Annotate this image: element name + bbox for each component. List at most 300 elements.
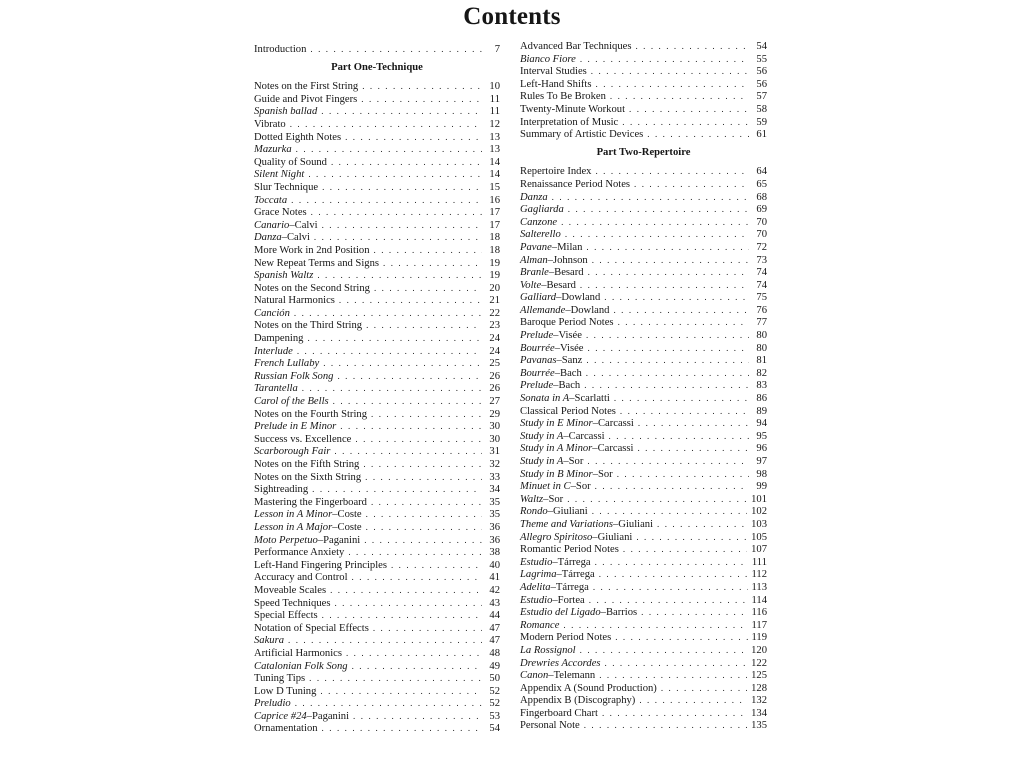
toc-entry xyxy=(254,269,500,282)
entry-title xyxy=(520,595,589,608)
toc-entry xyxy=(254,131,500,144)
entry-title-part: Grace Notes xyxy=(254,207,307,219)
entry-title xyxy=(520,406,620,419)
dot-leader xyxy=(647,128,749,141)
page-number: 33 xyxy=(489,471,500,483)
entry-title-part: Notes on the Second String xyxy=(254,282,370,294)
toc-entry xyxy=(520,455,767,468)
page-number: 99 xyxy=(756,481,767,493)
entry-title xyxy=(520,456,587,469)
entry-title-italic-part: Lesson in A Minor xyxy=(254,509,333,521)
entry-title-italic-part: Branle xyxy=(520,267,549,279)
entry-title xyxy=(254,497,371,510)
entry-title-part: Notes on the Fourth String xyxy=(254,408,367,420)
entry-title-part: Artificial Harmonics xyxy=(254,647,342,659)
entry-title-part: Natural Harmonics xyxy=(254,295,335,307)
entry-title-part: More Work in 2nd Position xyxy=(254,244,370,256)
page-number: 41 xyxy=(489,572,500,584)
dot-leader xyxy=(339,294,482,307)
dot-leader xyxy=(638,417,749,430)
dot-leader xyxy=(297,345,482,358)
entry-title-italic-part: Allegro Spiritoso xyxy=(520,531,593,543)
entry-title-part: –Paganini xyxy=(317,534,361,546)
dot-leader xyxy=(610,90,749,103)
toc-entry xyxy=(254,143,500,156)
entry-title-part: –Giuliani xyxy=(592,531,633,543)
entry-title-part: Slur Technique xyxy=(254,181,319,193)
page-number: 53 xyxy=(489,710,500,722)
page-number: 10 xyxy=(489,81,500,93)
entry-title xyxy=(254,195,291,208)
dot-leader xyxy=(629,103,749,116)
dot-leader xyxy=(365,471,482,484)
page-number: 70 xyxy=(756,229,767,241)
entry-title-italic-part: Rondo xyxy=(520,506,548,518)
entry-title xyxy=(520,658,605,671)
dot-leader xyxy=(321,105,482,118)
dot-leader xyxy=(641,606,747,619)
entry-title-part: Fingerboard Chart xyxy=(520,707,598,719)
page-number: 18 xyxy=(489,232,500,244)
entry-title-italic-part: Bourrée xyxy=(520,367,555,379)
toc-entry xyxy=(254,622,500,635)
entry-title-part: –Milan xyxy=(551,241,583,253)
page-number: 75 xyxy=(756,292,767,304)
dot-leader xyxy=(615,631,747,644)
entry-title-part: Introduction xyxy=(254,44,307,55)
dot-leader xyxy=(345,131,482,144)
entry-title-italic-part: French Lullaby xyxy=(254,358,320,370)
entry-title-part: Repertoire Index xyxy=(520,166,592,178)
page-number: 43 xyxy=(489,597,500,609)
dot-leader xyxy=(322,219,482,232)
entry-title xyxy=(520,393,614,406)
toc-entry xyxy=(520,379,767,392)
entry-title-italic-part: Carol of the Bells xyxy=(254,396,329,408)
entry-title xyxy=(254,144,296,157)
entry-title-part: –Barrios xyxy=(600,607,638,619)
dot-leader xyxy=(309,672,482,685)
entry-title-italic-part: Estudio del Ligado xyxy=(520,607,601,619)
dot-leader xyxy=(617,468,749,481)
dot-leader xyxy=(586,354,749,367)
entry-title-part: Left-Hand Shifts xyxy=(520,78,592,90)
page-number: 59 xyxy=(756,116,767,128)
entry-title-part: –Tárrega xyxy=(552,556,591,568)
entry-title xyxy=(254,44,310,57)
dot-leader xyxy=(552,191,749,204)
entry-title-italic-part: Prelude xyxy=(520,330,554,342)
entry-title xyxy=(254,446,334,459)
dot-leader xyxy=(563,619,747,632)
dot-leader xyxy=(355,433,482,446)
dot-leader xyxy=(334,445,482,458)
toc-entry xyxy=(520,291,767,304)
entry-title-italic-part: La Rossignol xyxy=(520,644,576,656)
entry-title-italic-part: Toccata xyxy=(254,194,288,206)
entry-title xyxy=(520,54,580,67)
entry-title-part: –Calvi xyxy=(281,232,310,244)
entry-title xyxy=(254,358,323,371)
page-number: 113 xyxy=(751,581,767,593)
dot-leader xyxy=(322,722,482,735)
page-number: 55 xyxy=(756,53,767,65)
page-number: 19 xyxy=(489,270,500,282)
entry-title-part: –Coste xyxy=(332,509,362,521)
entry-title xyxy=(254,245,374,258)
toc-entry xyxy=(520,480,767,493)
page-number: 42 xyxy=(489,584,500,596)
page-number: 103 xyxy=(751,518,767,530)
entry-title-part: –Paganini xyxy=(306,710,350,722)
page-number: 31 xyxy=(489,446,500,458)
dot-leader xyxy=(330,584,482,597)
entry-title-part: –Sor xyxy=(592,468,613,480)
entry-title xyxy=(254,169,308,182)
page-number: 21 xyxy=(489,295,500,307)
dot-leader xyxy=(322,609,482,622)
toc-entry xyxy=(254,370,500,383)
entry-title-part: Left-Hand Fingering Principles xyxy=(254,559,387,571)
toc-entry xyxy=(520,531,767,544)
page-number: 125 xyxy=(751,670,767,682)
page-number: 86 xyxy=(756,393,767,405)
dot-leader xyxy=(294,307,482,320)
entry-title-part: –Bach xyxy=(554,367,582,379)
entry-title-italic-part: Study in A Minor xyxy=(520,443,593,455)
toc-entry xyxy=(254,219,500,232)
entry-title-part: –Sor xyxy=(563,456,584,467)
dot-leader xyxy=(340,420,482,433)
toc-entry xyxy=(520,203,767,216)
dot-leader xyxy=(348,546,482,559)
entry-title xyxy=(254,547,348,560)
entry-title-italic-part: Lagrima xyxy=(520,569,557,581)
page-number: 68 xyxy=(756,191,767,203)
entry-title xyxy=(520,229,565,242)
toc-entry xyxy=(520,505,767,518)
toc-entry xyxy=(254,408,500,421)
page-number: 82 xyxy=(756,367,767,379)
entry-title-part: Moveable Scales xyxy=(254,584,327,596)
toc-entry xyxy=(520,40,767,53)
page-number: 18 xyxy=(489,244,500,256)
entry-title-italic-part: Study in B Minor xyxy=(520,468,593,480)
toc-entry xyxy=(254,181,500,194)
entry-title xyxy=(520,720,584,733)
page-number: 112 xyxy=(751,569,767,581)
page-number: 132 xyxy=(751,695,767,707)
toc-column-left xyxy=(254,43,500,735)
page-number: 22 xyxy=(489,307,500,319)
page-number: 114 xyxy=(751,594,767,606)
entry-title-italic-part: Volte xyxy=(520,279,542,291)
toc-entry xyxy=(520,216,767,229)
entry-title-italic-part: Minuet in C xyxy=(520,481,571,493)
entry-title xyxy=(254,648,346,661)
entry-title-italic-part: Alman xyxy=(520,254,548,266)
page-number: 47 xyxy=(489,622,500,634)
entry-title xyxy=(254,220,322,233)
entry-title-italic-part: Bianco Fiore xyxy=(520,53,576,65)
toc-entry xyxy=(520,518,767,531)
toc-entry xyxy=(254,244,500,257)
page-number: 64 xyxy=(756,166,767,178)
entry-title-part: –Sanz xyxy=(556,355,583,367)
entry-title-italic-part: Estudio xyxy=(520,594,553,606)
entry-title-part: –Visée xyxy=(554,342,584,354)
entry-title-italic-part: Interlude xyxy=(254,345,293,357)
toc-entry xyxy=(520,178,767,191)
entry-title-part: Guide and Pivot Fingers xyxy=(254,93,358,105)
toc-entry xyxy=(520,581,767,594)
toc-entry xyxy=(254,571,500,584)
entry-title xyxy=(254,522,366,535)
entry-title xyxy=(520,670,599,683)
dot-leader xyxy=(604,291,749,304)
entry-title xyxy=(520,166,595,179)
dot-leader xyxy=(366,521,482,534)
entry-title xyxy=(520,569,599,582)
entry-title-part: Classical Period Notes xyxy=(520,405,616,417)
toc-entry xyxy=(520,266,767,279)
dot-leader xyxy=(322,181,482,194)
entry-title xyxy=(520,255,592,268)
dot-leader xyxy=(334,597,482,610)
page-number: 17 xyxy=(489,219,500,231)
entry-title-part: Summary of Artistic Devices xyxy=(520,129,644,141)
dot-leader xyxy=(622,116,749,129)
entry-title-part: –Bach xyxy=(553,380,581,392)
entry-title-part: Romantic Period Notes xyxy=(520,544,619,556)
page-number: 74 xyxy=(756,267,767,279)
page-number: 17 xyxy=(489,207,500,219)
dot-leader xyxy=(587,455,749,468)
dot-leader xyxy=(308,168,482,181)
dot-leader xyxy=(314,231,482,244)
dot-leader xyxy=(591,65,749,78)
dot-leader xyxy=(609,430,749,443)
entry-title-italic-part: Canario xyxy=(254,219,290,231)
toc-entry xyxy=(254,722,500,735)
dot-leader xyxy=(346,647,482,660)
section-heading: Part One-Technique xyxy=(331,61,423,73)
dot-leader xyxy=(331,156,482,169)
entry-title-italic-part: Gagliarda xyxy=(520,204,564,216)
page-number: 117 xyxy=(751,619,767,631)
toc-entry xyxy=(520,90,767,103)
page-number: 128 xyxy=(751,682,767,694)
entry-title-italic-part: Prelude xyxy=(520,380,554,392)
entry-title-part: –Tárrega xyxy=(550,581,589,593)
dot-leader xyxy=(352,660,482,673)
entry-title-part: –Scarlatti xyxy=(569,393,610,405)
dot-leader xyxy=(391,559,482,572)
toc-entry xyxy=(520,241,767,254)
dot-leader xyxy=(565,228,749,241)
entry-title xyxy=(520,104,629,117)
dot-leader xyxy=(595,165,749,178)
dot-leader xyxy=(567,493,747,506)
dot-leader xyxy=(605,657,748,670)
toc-entry xyxy=(520,304,767,317)
entry-title xyxy=(254,396,333,409)
toc-entry xyxy=(254,105,500,118)
entry-title-part: Notes on the Third String xyxy=(254,320,363,332)
toc-entry xyxy=(254,445,500,458)
page-number: 29 xyxy=(489,408,500,420)
page-number: 40 xyxy=(489,559,500,571)
toc-entry xyxy=(254,597,500,610)
dot-leader xyxy=(599,568,748,581)
toc-entry xyxy=(254,471,500,484)
entry-title xyxy=(520,557,595,570)
entry-title-part: –Calvi xyxy=(289,219,318,231)
entry-title xyxy=(520,280,580,293)
entry-title-italic-part: Study in E Minor xyxy=(520,418,593,430)
entry-title xyxy=(254,698,295,711)
page-number: 116 xyxy=(751,607,767,619)
toc-entry xyxy=(520,719,767,732)
entry-title xyxy=(254,383,302,396)
entry-title-part: Interval Studies xyxy=(520,66,587,78)
entry-title xyxy=(520,343,588,356)
toc-entry xyxy=(254,508,500,521)
toc-entry xyxy=(254,43,500,56)
dot-leader xyxy=(586,329,749,342)
entry-title-italic-part: Danza xyxy=(520,191,548,203)
page-number: 77 xyxy=(756,317,767,329)
toc-entry xyxy=(520,707,767,720)
page-number: 12 xyxy=(489,118,500,130)
entry-title-italic-part: Catalonian Folk Song xyxy=(254,660,348,672)
entry-title-part: Mastering the Fingerboard xyxy=(254,496,367,508)
toc-entry xyxy=(520,543,767,556)
entry-title-part: –Besard xyxy=(548,267,584,279)
entry-title-italic-part: Adelita xyxy=(520,581,551,593)
toc-entry xyxy=(254,118,500,131)
page-number: 49 xyxy=(489,660,500,672)
entry-title xyxy=(254,509,366,522)
page-number: 97 xyxy=(756,456,767,467)
entry-title-part: –Fortea xyxy=(552,594,585,606)
page-number: 13 xyxy=(489,131,500,143)
entry-title-italic-part: Spanish ballad xyxy=(254,106,318,118)
dot-leader xyxy=(371,496,482,509)
entry-title-part: –Visée xyxy=(553,330,582,342)
dot-leader xyxy=(320,685,482,698)
toc-entry xyxy=(520,367,767,380)
page-number: 76 xyxy=(756,304,767,316)
page-number: 102 xyxy=(751,506,767,518)
page-number: 24 xyxy=(489,345,500,357)
entry-title-part: New Repeat Terms and Signs xyxy=(254,257,379,269)
page-number: 7 xyxy=(494,44,500,55)
entry-title-italic-part: Galliard xyxy=(520,292,557,304)
toc-entry xyxy=(520,78,767,91)
entry-title-part: –Johnson xyxy=(547,254,588,266)
toc-entry xyxy=(254,395,500,408)
entry-title-italic-part: Mazurka xyxy=(254,144,292,156)
entry-title-italic-part: Estudio xyxy=(520,556,553,568)
toc-entry xyxy=(520,228,767,241)
toc-entry xyxy=(520,631,767,644)
dot-leader xyxy=(561,216,749,229)
page-number: 69 xyxy=(756,204,767,216)
entry-title-part: –Giuliani xyxy=(613,518,654,530)
toc-entry xyxy=(254,559,500,572)
toc-entry xyxy=(520,619,767,632)
page-number: 54 xyxy=(489,723,500,735)
toc-entry xyxy=(254,294,500,307)
page-number: 98 xyxy=(756,468,767,480)
dot-leader xyxy=(602,707,747,720)
entry-title xyxy=(520,431,609,444)
entry-title-part: Twenty-Minute Workout xyxy=(520,103,626,115)
toc-entry xyxy=(520,103,767,116)
toc-entry xyxy=(520,468,767,481)
dot-leader xyxy=(580,644,747,657)
dot-leader xyxy=(595,480,749,493)
dot-leader xyxy=(584,379,749,392)
toc-entry xyxy=(520,279,767,292)
dot-leader xyxy=(333,395,482,408)
entry-title-italic-part: Danza xyxy=(254,232,282,244)
toc-entry xyxy=(254,534,500,547)
toc-entry xyxy=(254,660,500,673)
dot-leader xyxy=(291,194,482,207)
entry-title xyxy=(520,368,586,381)
entry-title-part: –Telemann xyxy=(548,670,596,682)
entry-title-italic-part: Preludio xyxy=(254,698,291,710)
entry-title xyxy=(254,207,311,220)
entry-title-part: Dotted Eighth Notes xyxy=(254,131,342,143)
entry-title-italic-part: Sonata in A xyxy=(520,393,570,405)
toc-entry xyxy=(254,307,500,320)
entry-title-part: Ornamentation xyxy=(254,723,318,735)
entry-title xyxy=(520,582,593,595)
page-number: 119 xyxy=(751,632,767,644)
entry-title-part: Speed Techniques xyxy=(254,597,331,609)
section-heading: Part Two-Repertoire xyxy=(596,146,691,158)
page-number: 73 xyxy=(756,254,767,266)
toc-entry xyxy=(520,392,767,405)
entry-title xyxy=(520,217,561,230)
entry-title xyxy=(254,232,314,245)
dot-leader xyxy=(307,332,482,345)
entry-title-part: –Carcassi xyxy=(563,430,605,442)
entry-title xyxy=(520,494,567,507)
dot-leader xyxy=(636,531,747,544)
entry-title-italic-part: Bourrée xyxy=(520,342,555,354)
entry-title-part: Appendix A (Sound Production) xyxy=(520,682,657,694)
page-number: 57 xyxy=(756,91,767,103)
toc-entry xyxy=(254,483,500,496)
dot-leader xyxy=(592,505,747,518)
entry-title-italic-part: Drewries Accordes xyxy=(520,657,601,669)
toc-entry xyxy=(520,53,767,66)
entry-title-part: Vibrato xyxy=(254,118,286,130)
page-number: 96 xyxy=(756,443,767,455)
toc-entry xyxy=(254,357,500,370)
page-number: 107 xyxy=(751,544,767,556)
page-number: 58 xyxy=(756,103,767,115)
entry-title-part: Advanced Bar Techniques xyxy=(520,41,632,52)
page-number: 30 xyxy=(489,421,500,433)
entry-title-part: Notes on the First String xyxy=(254,81,359,93)
entry-title xyxy=(520,330,586,343)
entry-title xyxy=(520,66,591,79)
